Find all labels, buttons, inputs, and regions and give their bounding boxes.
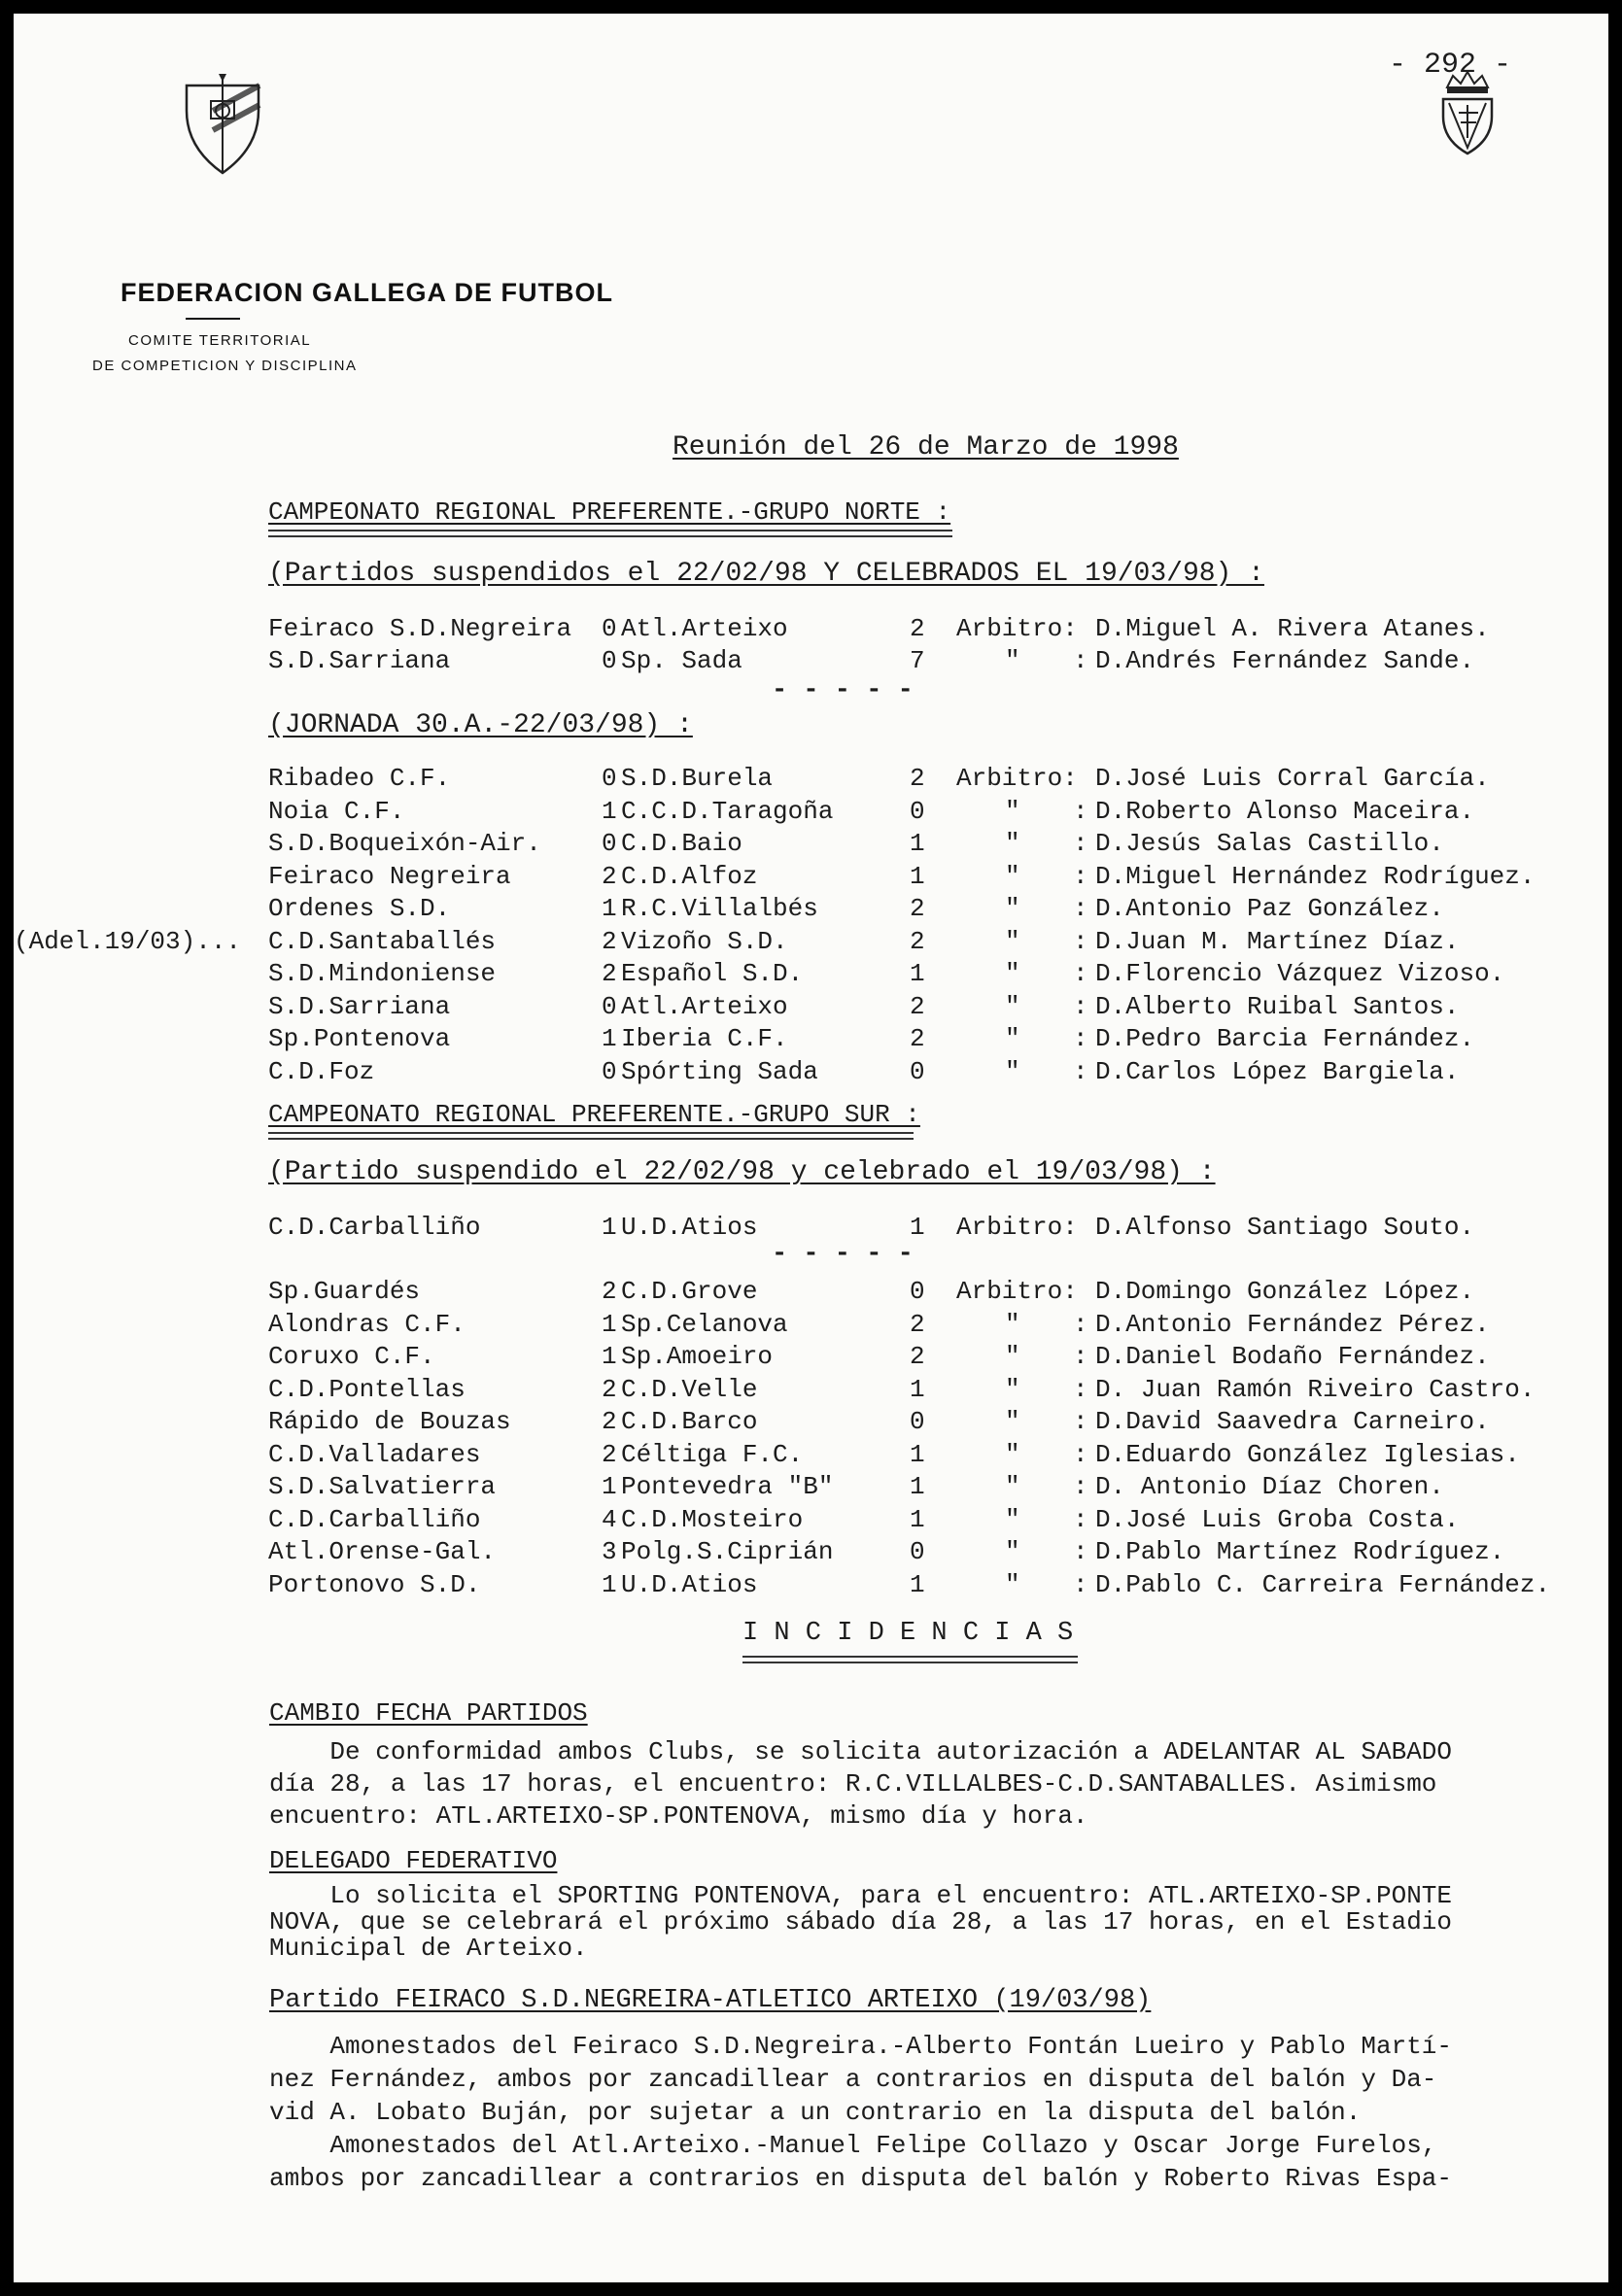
home-goals: 0 [602, 764, 617, 793]
referee-name: D.Carlos López Bargiela. [1095, 1056, 1460, 1086]
away-team: C.D.Barco [621, 1407, 758, 1436]
referee-label: " [1005, 1569, 1020, 1599]
home-goals: 3 [602, 1537, 617, 1566]
delegado-text: Lo solicita el SPORTING PONTENOVA, para el encuentro: ATL.ARTEIXO-SP.PONTE NOVA, que se celebrará el próximo sábado día 28, a las 17 horas, en el Estadio Municipal de Arteixo. [269, 1881, 1452, 1963]
norte-dashes: - - - - - [772, 676, 914, 705]
away-goals: 1 [910, 1472, 925, 1501]
referee-colon: : [1073, 829, 1088, 858]
referee-label: Arbitro: [956, 614, 1078, 643]
home-team: Feiraco Negreira [268, 861, 511, 891]
home-goals: 0 [602, 829, 617, 858]
away-goals: 0 [910, 1056, 925, 1086]
referee-label: Arbitro: [956, 1277, 1078, 1306]
meeting-title: Reunión del 26 de Marzo de 1998 [673, 432, 1179, 463]
home-goals: 1 [602, 1472, 617, 1501]
norte-double-rule-2 [268, 535, 952, 537]
referee-colon: : [1073, 1309, 1088, 1339]
home-team: C.D.Carballiño [268, 1504, 481, 1534]
away-team: Sp.Amoeiro [621, 1342, 774, 1371]
incidencias-double-rule-2 [742, 1662, 1078, 1663]
home-team: Rápido de Bouzas [268, 1407, 511, 1436]
referee-name: D.Eduardo González Iglesias. [1095, 1439, 1520, 1469]
away-team: Spórting Sada [621, 1056, 818, 1086]
match-row [14, 1440, 1608, 1469]
away-goals: 0 [910, 1407, 925, 1436]
home-team: C.D.Pontellas [268, 1374, 466, 1404]
referee-label: " [1005, 1439, 1020, 1469]
match-row [14, 764, 1608, 793]
away-goals: 0 [910, 1537, 925, 1566]
referee-label: " [1005, 861, 1020, 891]
home-goals: 2 [602, 1439, 617, 1469]
referee-label: " [1005, 796, 1020, 826]
home-team: C.D.Foz [268, 1056, 375, 1086]
match-row [14, 927, 1608, 956]
home-team: Sp.Pontenova [268, 1024, 451, 1053]
match-row [14, 646, 1608, 675]
referee-label: " [1005, 1309, 1020, 1339]
match-row [14, 1407, 1608, 1436]
referee-colon: : [1073, 1504, 1088, 1534]
home-goals: 1 [602, 1024, 617, 1053]
home-goals: 1 [602, 1213, 617, 1242]
cambio-fecha-text: De conformidad ambos Clubs, se solicita autorización a ADELANTAR AL SABADO día 28, a las 17 horas, el encuentro: R.C.VILLALBES-C.D.SANTABALLES. Asimismo encuentro: ATL.ARTEIXO-SP.PONTENOVA, mismo día y hora. [269, 1737, 1452, 1831]
sur-double-rule-2 [268, 1138, 914, 1140]
match-row [14, 1277, 1608, 1306]
home-goals: 2 [602, 1374, 617, 1404]
referee-label: " [1005, 1407, 1020, 1436]
referee-name: D.Pablo Martínez Rodríguez. [1095, 1537, 1505, 1566]
home-team: S.D.Mindoniense [268, 959, 497, 988]
home-team: S.D.Sarriana [268, 991, 451, 1021]
match-row [14, 1570, 1608, 1599]
match-row [14, 1213, 1608, 1242]
match-row [14, 1310, 1608, 1339]
away-team: Sp. Sada [621, 646, 742, 675]
referee-label: " [1005, 1056, 1020, 1086]
referee-colon: : [1073, 1439, 1088, 1469]
home-goals: 0 [602, 991, 617, 1021]
away-goals: 1 [910, 829, 925, 858]
referee-colon: : [1073, 1407, 1088, 1436]
home-goals: 4 [602, 1504, 617, 1534]
match-row [14, 1505, 1608, 1534]
document-page [14, 14, 1608, 2282]
referee-label: " [1005, 959, 1020, 988]
away-goals: 1 [910, 959, 925, 988]
away-team: Céltiga F.C. [621, 1439, 804, 1469]
referee-colon: : [1073, 646, 1088, 675]
referee-colon: : [1073, 1024, 1088, 1053]
referee-colon: : [1073, 1056, 1088, 1086]
home-team: Atl.Orense-Gal. [268, 1537, 497, 1566]
referee-name: D.Roberto Alonso Maceira. [1095, 796, 1475, 826]
away-team: S.D.Burela [621, 764, 774, 793]
header-divider [186, 318, 240, 320]
referee-colon: : [1073, 861, 1088, 891]
norte-double-rule [268, 530, 952, 531]
away-goals: 1 [910, 861, 925, 891]
referee-name: D.Daniel Bodaño Fernández. [1095, 1342, 1490, 1371]
away-team: Sp.Celanova [621, 1309, 788, 1339]
home-team: Sp.Guardés [268, 1277, 421, 1306]
referee-colon: : [1073, 1537, 1088, 1566]
referee-label: " [1005, 1374, 1020, 1404]
page-number: - 292 - [1389, 49, 1512, 82]
referee-label: " [1005, 829, 1020, 858]
referee-label: " [1005, 926, 1020, 956]
crown-crest-logo [1437, 70, 1498, 157]
sur-suspended-title: (Partido suspendido el 22/02/98 y celebrado el 19/03/98) : [268, 1157, 1216, 1187]
referee-name: D.Miguel Hernández Rodríguez. [1095, 861, 1536, 891]
delegado-heading: DELEGADO FEDERATIVO [269, 1846, 558, 1875]
sur-double-rule [268, 1132, 914, 1134]
referee-colon: : [1073, 1569, 1088, 1599]
committee-line-1: COMITE TERRITORIAL [128, 332, 312, 349]
federation-name: FEDERACION GALLEGA DE FUTBOL [121, 278, 613, 307]
referee-colon: : [1073, 1342, 1088, 1371]
match-row [14, 1537, 1608, 1566]
away-goals: 2 [910, 894, 925, 923]
referee-name: D.Pedro Barcia Fernández. [1095, 1024, 1475, 1053]
referee-name: D.Domingo González López. [1095, 1277, 1475, 1306]
match-row [14, 1472, 1608, 1501]
referee-label: " [1005, 1342, 1020, 1371]
match-row [14, 1024, 1608, 1053]
home-team: Feiraco S.D.Negreira [268, 614, 572, 643]
away-team: Atl.Arteixo [621, 991, 788, 1021]
away-team: Español S.D. [621, 959, 804, 988]
home-goals: 1 [602, 894, 617, 923]
match-row [14, 992, 1608, 1021]
referee-name: D.David Saavedra Carneiro. [1095, 1407, 1490, 1436]
home-team: Alondras C.F. [268, 1309, 466, 1339]
home-goals: 2 [602, 926, 617, 956]
home-team: Noia C.F. [268, 796, 405, 826]
committee-line-2: DE COMPETICION Y DISCIPLINA [92, 358, 358, 374]
partido-heading: Partido FEIRACO S.D.NEGREIRA-ATLETICO ARTEIXO (19/03/98) [269, 1986, 1152, 2015]
referee-name: D.José Luis Corral García. [1095, 764, 1490, 793]
referee-name: D.Florencio Vázquez Vizoso. [1095, 959, 1505, 988]
away-team: C.D.Velle [621, 1374, 758, 1404]
away-goals: 2 [910, 926, 925, 956]
referee-label: " [1005, 894, 1020, 923]
referee-label: Arbitro: [956, 764, 1078, 793]
away-team: C.D.Alfoz [621, 861, 758, 891]
referee-colon: : [1073, 796, 1088, 826]
home-goals: 1 [602, 1309, 617, 1339]
referee-label: " [1005, 1537, 1020, 1566]
away-team: C.D.Grove [621, 1277, 758, 1306]
match-note: (Adel.19/03)... [14, 926, 242, 956]
match-row [14, 1375, 1608, 1404]
referee-colon: : [1073, 894, 1088, 923]
away-goals: 1 [910, 1504, 925, 1534]
away-goals: 1 [910, 1374, 925, 1404]
away-team: Atl.Arteixo [621, 614, 788, 643]
home-goals: 2 [602, 1277, 617, 1306]
incidencias-title: I N C I D E N C I A S [742, 1619, 1074, 1648]
partido-text: Amonestados del Feiraco S.D.Negreira.-Alberto Fontán Lueiro y Pablo Martí- nez Fernández, ambos por zancadillear a contrarios en disputa del balón y Da- vid A. Lobato Buján, por sujetar a un contrario en la disputa del balón. Amonestados del Atl.Arteixo.-Manuel Felipe Collazo y Oscar Jorge Furelos, ambos por zancadillear a contrarios en disputa del balón y Roberto Rivas Espa- [269, 2032, 1452, 2193]
home-team: S.D.Sarriana [268, 646, 451, 675]
away-goals: 1 [910, 1213, 925, 1242]
referee-name: D.Antonio Paz González. [1095, 894, 1444, 923]
home-goals: 0 [602, 646, 617, 675]
incidencias-double-rule [742, 1656, 1078, 1658]
referee-label: " [1005, 646, 1020, 675]
referee-colon: : [1073, 1472, 1088, 1501]
home-goals: 2 [602, 1407, 617, 1436]
referee-name: D.Juan M. Martínez Díaz. [1095, 926, 1460, 956]
home-goals: 0 [602, 614, 617, 643]
home-goals: 1 [602, 796, 617, 826]
away-team: U.D.Atios [621, 1213, 758, 1242]
away-goals: 2 [910, 1309, 925, 1339]
home-goals: 2 [602, 959, 617, 988]
match-row [14, 894, 1608, 923]
norte-heading: CAMPEONATO REGIONAL PREFERENTE.-GRUPO NORTE : [268, 497, 951, 527]
federation-crest-logo [184, 72, 261, 179]
away-goals: 2 [910, 614, 925, 643]
away-team: Vizoño S.D. [621, 926, 788, 956]
home-team: Portonovo S.D. [268, 1569, 481, 1599]
match-row [14, 829, 1608, 858]
referee-name: D. Antonio Díaz Choren. [1095, 1472, 1444, 1501]
referee-label: " [1005, 1504, 1020, 1534]
referee-label: " [1005, 1024, 1020, 1053]
referee-name: D. Juan Ramón Riveiro Castro. [1095, 1374, 1536, 1404]
away-team: C.D.Mosteiro [621, 1504, 804, 1534]
away-team: Pontevedra "B" [621, 1472, 834, 1501]
match-row [14, 862, 1608, 891]
away-team: Iberia C.F. [621, 1024, 788, 1053]
referee-name: D.Andrés Fernández Sande. [1095, 646, 1475, 675]
sur-heading: CAMPEONATO REGIONAL PREFERENTE.-GRUPO SUR : [268, 1100, 920, 1129]
away-team: Polg.S.Ciprián [621, 1537, 834, 1566]
away-goals: 2 [910, 991, 925, 1021]
home-team: S.D.Boqueixón-Air. [268, 829, 541, 858]
home-team: C.D.Santaballés [268, 926, 497, 956]
away-goals: 7 [910, 646, 925, 675]
referee-colon: : [1073, 959, 1088, 988]
referee-colon: : [1073, 991, 1088, 1021]
referee-name: D.José Luis Groba Costa. [1095, 1504, 1460, 1534]
away-goals: 0 [910, 1277, 925, 1306]
away-team: R.C.Villalbés [621, 894, 818, 923]
referee-label: Arbitro: [956, 1213, 1078, 1242]
home-team: S.D.Salvatierra [268, 1472, 497, 1501]
away-team: C.C.D.Taragoña [621, 796, 834, 826]
norte-jornada-title: (JORNADA 30.A.-22/03/98) : [268, 710, 693, 740]
referee-name: D.Pablo C. Carreira Fernández. [1095, 1569, 1551, 1599]
match-row [14, 797, 1608, 826]
home-team: C.D.Carballiño [268, 1213, 481, 1242]
away-goals: 1 [910, 1569, 925, 1599]
referee-name: D.Jesús Salas Castillo. [1095, 829, 1444, 858]
norte-suspended-title: (Partidos suspendidos el 22/02/98 Y CELEBRADOS EL 19/03/98) : [268, 559, 1264, 589]
away-team: U.D.Atios [621, 1569, 758, 1599]
home-goals: 0 [602, 1056, 617, 1086]
home-goals: 2 [602, 861, 617, 891]
referee-label: " [1005, 1472, 1020, 1501]
match-row [14, 1057, 1608, 1086]
home-team: C.D.Valladares [268, 1439, 481, 1469]
referee-label: " [1005, 991, 1020, 1021]
match-row [14, 1342, 1608, 1371]
away-team: C.D.Baio [621, 829, 742, 858]
home-goals: 1 [602, 1342, 617, 1371]
referee-name: D.Alfonso Santiago Souto. [1095, 1213, 1475, 1242]
away-goals: 0 [910, 796, 925, 826]
away-goals: 2 [910, 764, 925, 793]
home-team: Ordenes S.D. [268, 894, 451, 923]
referee-name: D.Alberto Ruibal Santos. [1095, 991, 1460, 1021]
match-row [14, 959, 1608, 988]
home-goals: 1 [602, 1569, 617, 1599]
referee-name: D.Miguel A. Rivera Atanes. [1095, 614, 1490, 643]
home-team: Coruxo C.F. [268, 1342, 435, 1371]
referee-colon: : [1073, 926, 1088, 956]
home-team: Ribadeo C.F. [268, 764, 451, 793]
away-goals: 1 [910, 1439, 925, 1469]
referee-colon: : [1073, 1374, 1088, 1404]
away-goals: 2 [910, 1342, 925, 1371]
away-goals: 2 [910, 1024, 925, 1053]
referee-name: D.Antonio Fernández Pérez. [1095, 1309, 1490, 1339]
sur-dashes: - - - - - [772, 1240, 914, 1269]
cambio-fecha-heading: CAMBIO FECHA PARTIDOS [269, 1698, 588, 1728]
match-row [14, 614, 1608, 643]
